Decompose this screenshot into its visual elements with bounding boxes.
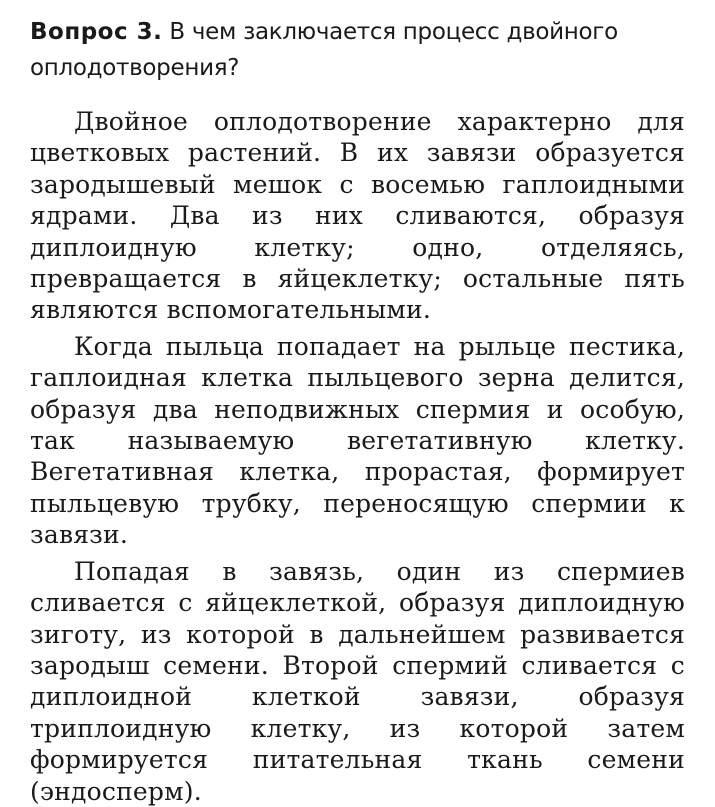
answer-body	[30, 106, 685, 807]
answer-paragraph-3: Попадая в завязь, один из спермиев сливается с яйцеклеткой, образуя диплоидную зиготу, из которой в дальнейшем развивается зародыш семени. Второй спермий сливается с диплоидной клеткой завязи, образуя триплоидную клетку, из которой затем формируется питательная ткань семени (эндосперм).	[30, 556, 685, 806]
question-text: В чем заключается процесс двойного оплодотворения?	[30, 19, 618, 81]
answer-paragraph-1: Двойное оплодотворение характерно для цветковых растений. В их завязи образуется зародышевый мешок с восемью гаплоидными ядрами. Два из них сливаются, образуя диплоидную клетку; одно, отделяясь, превращается в яйцеклетку; остальные пять являются вспомогательными.	[30, 107, 685, 325]
answer-paragraph-2: Когда пыльца попадает на рыльце пестика, гаплоидная клетка пыльцевого зерна делится, образуя два неподвижных спермия и особую, так называемую вегетативную клетку. Вегетативная клетка, прорастая, формирует пыльцевую трубку, переносящую спермии к завязи.	[30, 331, 685, 550]
question-label: Вопрос 3.	[30, 19, 163, 45]
question-heading	[30, 14, 685, 86]
